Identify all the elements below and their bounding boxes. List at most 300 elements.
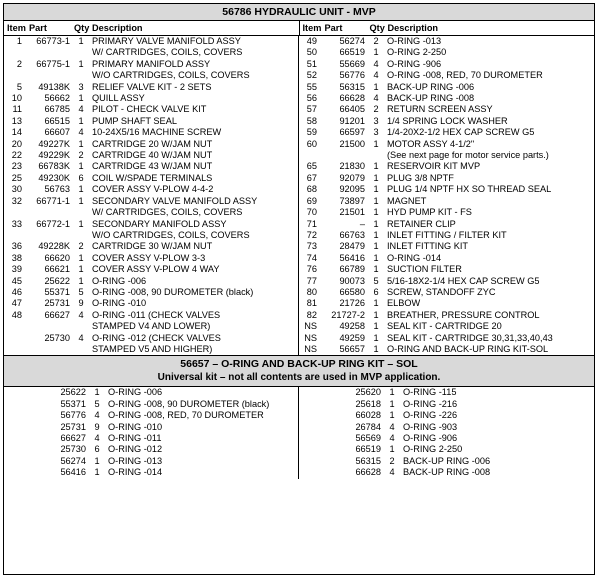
description: COIL W/SPADE TERMINALS [92,172,213,183]
item-number: 52 [306,70,317,81]
quantity: 1 [389,444,395,455]
description: COVER ASSY V-PLOW 4 WAY [92,264,220,275]
description: W/ CARTRIDGES, COILS, COVERS [92,47,243,58]
item-number: 59 [306,127,317,138]
description: O-RING -011 (CHECK VALVES [92,309,221,320]
part-number: 66775-1 [36,58,70,69]
part-number: 25622 [44,275,70,286]
item-number: 60 [306,138,317,149]
description: O-RING -008, RED, 70 DUROMETER [108,410,264,421]
item-number: 56 [306,93,317,104]
item-number: 22 [11,150,22,161]
part-number: – [359,218,365,229]
part-number: 49227K [38,138,70,149]
table-row [4,467,298,478]
quantity: 1 [373,47,379,58]
quantity: 1 [78,93,84,104]
description: SUCTION FILTER [387,264,462,275]
part-number: 21830 [339,161,365,172]
table-row [299,467,594,478]
quantity: 4 [78,332,84,343]
quantity: 1 [78,264,84,275]
description: O-RING -216 [403,398,458,409]
quantity: 2 [78,241,84,252]
description: RELIEF VALVE KIT - 2 SETS [92,81,212,92]
quantity: 1 [78,36,84,46]
description: O-RING -010 [92,298,147,309]
quantity: 1 [78,275,84,286]
part-number: 56315 [355,455,381,466]
item-spacer [299,444,321,455]
item-spacer [4,422,26,433]
item-spacer [4,433,26,444]
item-spacer [299,467,321,478]
quantity [74,230,88,241]
description: O-RING -115 [403,387,457,398]
quantity: 4 [389,467,395,478]
quantity: 3 [373,115,379,126]
part-number: 56662 [44,93,70,104]
table-row [4,82,298,93]
kit-subtitle: Universal kit – not all contents are used in MVP application. [157,372,441,384]
item-spacer [299,387,321,398]
table-row [4,422,298,433]
description: O-RING -013 [387,36,442,46]
part-number: 25730 [44,332,70,343]
description: PRIMARY MANIFOLD ASSY [92,58,211,69]
table-row [4,276,298,287]
item-number: 30 [11,184,22,195]
table-row [4,93,298,104]
kit-column-left [4,387,299,478]
quantity: 1 [78,184,84,195]
table-row [4,127,298,138]
table-row [4,70,298,81]
table-row [299,173,594,184]
part-number [26,70,74,81]
quantity: 1 [373,343,379,354]
table-row [299,127,594,138]
quantity: 1 [373,252,379,263]
table-row [4,253,298,264]
item-number [4,321,26,332]
description: O-RING AND BACK-UP RING KIT-SOL [387,343,549,354]
item-number: 74 [306,252,317,263]
item-number [4,47,26,58]
table-header-left [4,21,300,35]
table-row [299,444,594,455]
table-row [299,253,594,264]
item-number: 25 [11,172,22,183]
part-number: 66519 [339,47,365,58]
quantity [74,47,88,58]
item-number: 46 [11,286,22,297]
description: O-RING -010 [108,421,163,432]
part-number: 25731 [44,298,70,309]
part-number: 66783K [38,161,70,172]
part-number: 66627 [60,433,86,443]
description: O-RING -011 [108,433,162,443]
part-number: 66789 [339,264,365,275]
quantity: 1 [373,332,379,343]
item-spacer [299,410,321,421]
item-number: 71 [306,218,317,229]
table-row [4,196,298,207]
part-number: 55371 [44,286,70,297]
item-number: 51 [306,58,317,69]
item-number: 50 [306,47,317,58]
item-number: 77 [306,275,317,286]
quantity: 1 [94,467,100,478]
part-number: 92079 [339,172,365,183]
quantity: 4 [373,58,379,69]
quantity: 1 [373,321,379,332]
item-number: 70 [306,207,317,218]
table-row [299,433,594,444]
description: BACK-UP RING -006 [403,455,491,466]
description: PUMP SHAFT SEAL [92,115,177,126]
table-row [4,287,298,298]
table-row [4,387,298,398]
description: SECONDARY VALVE MANIFOLD ASSY [92,195,258,206]
description: BREATHER, PRESSURE CONTROL [387,309,540,320]
table-row [299,241,594,252]
table-row [4,47,298,58]
quantity: 9 [78,298,84,309]
table-row [299,230,594,241]
part-number: 49228K [38,241,70,252]
item-number: 36 [11,241,22,252]
description: W/ CARTRIDGES, COILS, COVERS [92,207,243,218]
part-number: 56416 [60,467,86,478]
item-spacer [299,456,321,467]
part-number: 66763 [339,229,365,240]
table-row [4,241,298,252]
item-number: 33 [11,218,22,229]
table-row [4,184,298,195]
description: PLUG 3/8 NPTF [387,172,454,183]
part-number: 56776 [339,70,365,81]
item-spacer [4,467,26,478]
table-row [4,444,298,455]
table-row [299,333,594,344]
part-number [26,207,74,218]
table-row [299,321,594,332]
table-row [299,196,594,207]
item-number: 49 [306,36,317,46]
part-number: 56274 [339,36,365,46]
part-number: 66519 [355,444,381,455]
quantity: 3 [373,127,379,138]
part-number: 66627 [44,309,70,320]
quantity: 9 [94,421,100,432]
description: SECONDARY MANIFOLD ASSY [92,218,227,229]
item-number: NS [304,332,317,343]
item-spacer [4,410,26,421]
part-number: 66628 [355,467,381,478]
quantity: 5 [373,275,379,286]
item-number: 14 [11,127,22,138]
description: INLET FITTING / FILTER KIT [387,229,507,240]
table-row [4,173,298,184]
table-row [299,36,594,47]
description: O-RING -008, 90 DUROMETER (black) [108,398,270,409]
description: CARTRIDGE 20 W/JAM NUT [92,138,213,149]
table-row [4,59,298,70]
table-row [299,116,594,127]
description: INLET FITTING KIT [387,241,468,252]
description: COVER ASSY V-PLOW 4-4-2 [92,184,214,195]
part-number: 92095 [339,184,365,195]
part-number: 56776 [60,410,86,421]
description: SCREW, STANDOFF ZYC [387,286,496,297]
part-number: 66771-1 [36,195,70,206]
table-row [4,219,298,230]
table-row [4,298,298,309]
quantity: 5 [78,286,84,297]
description: HYD PUMP KIT - FS [387,207,472,218]
table-row [4,433,298,444]
quantity: 1 [373,207,379,218]
part-number: 49258 [339,321,365,332]
quantity: 1 [373,138,379,149]
quantity: 1 [373,229,379,240]
item-number: 67 [306,172,317,183]
description: MOTOR ASSY 4-1/2" [387,138,475,149]
quantity: 4 [373,70,379,81]
table-row [299,150,594,161]
description: SEAL KIT - CARTRIDGE 20 [387,321,502,332]
description: CARTRIDGE 30 W/JAM NUT [92,241,213,252]
item-spacer [299,399,321,410]
quantity: 4 [389,421,395,432]
item-number [4,230,26,241]
table-row [4,207,298,218]
quantity: 1 [373,264,379,275]
quantity: 4 [78,309,84,320]
part-number: 21727-2 [331,309,365,320]
part-number: 26784 [355,421,381,432]
description: W/O CARTRIDGES, COILS, COVERS [92,229,250,240]
item-spacer [4,456,26,467]
table-row [299,47,594,58]
quantity: 2 [373,36,379,46]
part-number [26,344,74,355]
part-number: 25731 [60,421,86,432]
description: RETAINER CLIP [387,218,456,229]
description: O-RING -008, RED, 70 DUROMETER [387,70,543,81]
header-qty: Qty [74,23,90,33]
description: O-RING -906 [387,58,442,69]
item-number: 13 [11,115,22,126]
description: SEAL KIT - CARTRIDGE 30,31,33,40,43 [387,332,553,343]
item-number: 80 [306,286,317,297]
quantity: 1 [78,161,84,172]
part-number: 25730 [60,444,86,455]
item-number: 69 [306,195,317,206]
description: 10-24X5/16 MACHINE SCREW [92,127,222,138]
table-row [299,264,594,275]
part-number: 66772-1 [36,218,70,229]
part-number: 66621 [44,264,70,275]
table-row [4,410,298,421]
description: O-RING -006 [92,275,147,286]
part-number: 66785 [44,104,70,115]
quantity: 1 [78,138,84,149]
description: PLUG 1/4 NPTF HX SO THREAD SEAL [387,184,552,195]
quantity: 1 [373,298,379,309]
quantity: 1 [373,184,379,195]
item-number: 76 [306,264,317,275]
quantity: 1 [78,115,84,126]
table-row [299,310,594,321]
table-row [4,333,298,344]
description: 1/4 SPRING LOCK WASHER [387,115,508,126]
quantity: 2 [78,150,84,161]
part-number: 25622 [60,387,86,398]
description: (See next page for motor service parts.) [387,150,549,161]
part-number [26,230,74,241]
description: QUILL ASSY [92,93,145,104]
quantity: 1 [373,161,379,172]
table-row [299,161,594,172]
part-number: 28479 [339,241,365,252]
quantity: 1 [389,398,395,409]
part-number: 21501 [339,207,365,218]
quantity: 6 [94,444,100,455]
table-row [4,399,298,410]
part-number: 56657 [339,343,365,354]
part-number [321,150,369,161]
part-number: 66405 [339,104,365,115]
table-row [4,116,298,127]
item-number: 11 [12,104,22,115]
part-number: 21726 [339,298,365,309]
table-row [299,93,594,104]
part-number: 66580 [339,286,365,297]
item-number: 1 [16,36,22,46]
item-number: 47 [11,298,22,309]
table-row [4,36,298,47]
item-number: 68 [306,184,317,195]
description: STAMPED V4 AND LOWER) [92,321,211,332]
part-number: 66773-1 [36,36,70,46]
part-number: 73897 [339,195,365,206]
part-number: 66028 [355,410,381,421]
quantity [369,150,383,161]
part-number: 25620 [355,387,381,398]
part-number: 55371 [60,398,86,409]
parts-list-document [3,3,595,575]
quantity: 1 [94,455,100,466]
part-number: 49259 [339,332,365,343]
item-spacer [299,422,321,433]
quantity: 2 [389,455,395,466]
description: W/O CARTRIDGES, COILS, COVERS [92,70,250,81]
table-row [299,298,594,309]
item-number: 55 [306,81,317,92]
item-number: 73 [306,241,317,252]
item-number: 65 [306,161,317,172]
table-row [299,276,594,287]
item-number [4,207,26,218]
description: MAGNET [387,195,427,206]
item-number: 81 [306,298,317,309]
table-row [299,410,594,421]
kit-title: 56657 – O-RING AND BACK-UP RING KIT – SOL [180,358,418,371]
table-row [299,184,594,195]
quantity: 5 [94,398,100,409]
quantity: 4 [78,127,84,138]
item-number [4,333,26,344]
quantity: 1 [389,410,395,421]
part-number: 66597 [339,127,365,138]
table-row [4,321,298,332]
description: RESERVOIR KIT MVP [387,161,481,172]
part-number: 66515 [44,115,70,126]
item-number: 38 [11,252,22,263]
part-number: 49230K [38,172,70,183]
item-number: 20 [11,138,22,149]
kit-section-header [4,356,594,387]
quantity: 6 [373,286,379,297]
quantity: 1 [78,252,84,263]
table-row [4,139,298,150]
quantity: 1 [389,387,395,398]
item-spacer [4,444,26,455]
item-number: 48 [11,309,22,320]
table-header [4,21,594,36]
quantity: 1 [373,81,379,92]
table-row [4,264,298,275]
table-row [299,422,594,433]
item-spacer [299,433,321,444]
parts-table [4,36,594,356]
table-row [4,310,298,321]
quantity: 4 [389,433,395,443]
parts-column-right [299,36,594,355]
item-number: 23 [11,161,22,172]
item-number: 2 [16,58,22,69]
quantity [74,344,88,355]
part-number: 90073 [339,275,365,286]
part-number: 55669 [339,58,365,69]
table-row [299,82,594,93]
part-number [26,321,74,332]
part-number [26,47,74,58]
kit-column-right [299,387,594,478]
part-number: 91201 [339,115,365,126]
header-item: Item [7,23,26,33]
table-row [4,150,298,161]
description: O-RING -006 [108,387,163,398]
description: O-RING 2-250 [387,47,447,58]
table-row [4,104,298,115]
header-description: Description [387,23,439,33]
quantity: 1 [373,218,379,229]
quantity: 6 [78,172,84,183]
item-number: 45 [11,275,22,286]
part-number: 56416 [339,252,365,263]
item-number: NS [304,343,317,354]
item-number: 5 [16,81,22,92]
item-number: 39 [11,264,22,275]
description: O-RING -012 (CHECK VALVES [92,332,221,343]
part-number: 49138K [38,81,70,92]
item-number: 32 [11,195,22,206]
header-description: Description [92,23,143,33]
quantity: 1 [78,218,84,229]
